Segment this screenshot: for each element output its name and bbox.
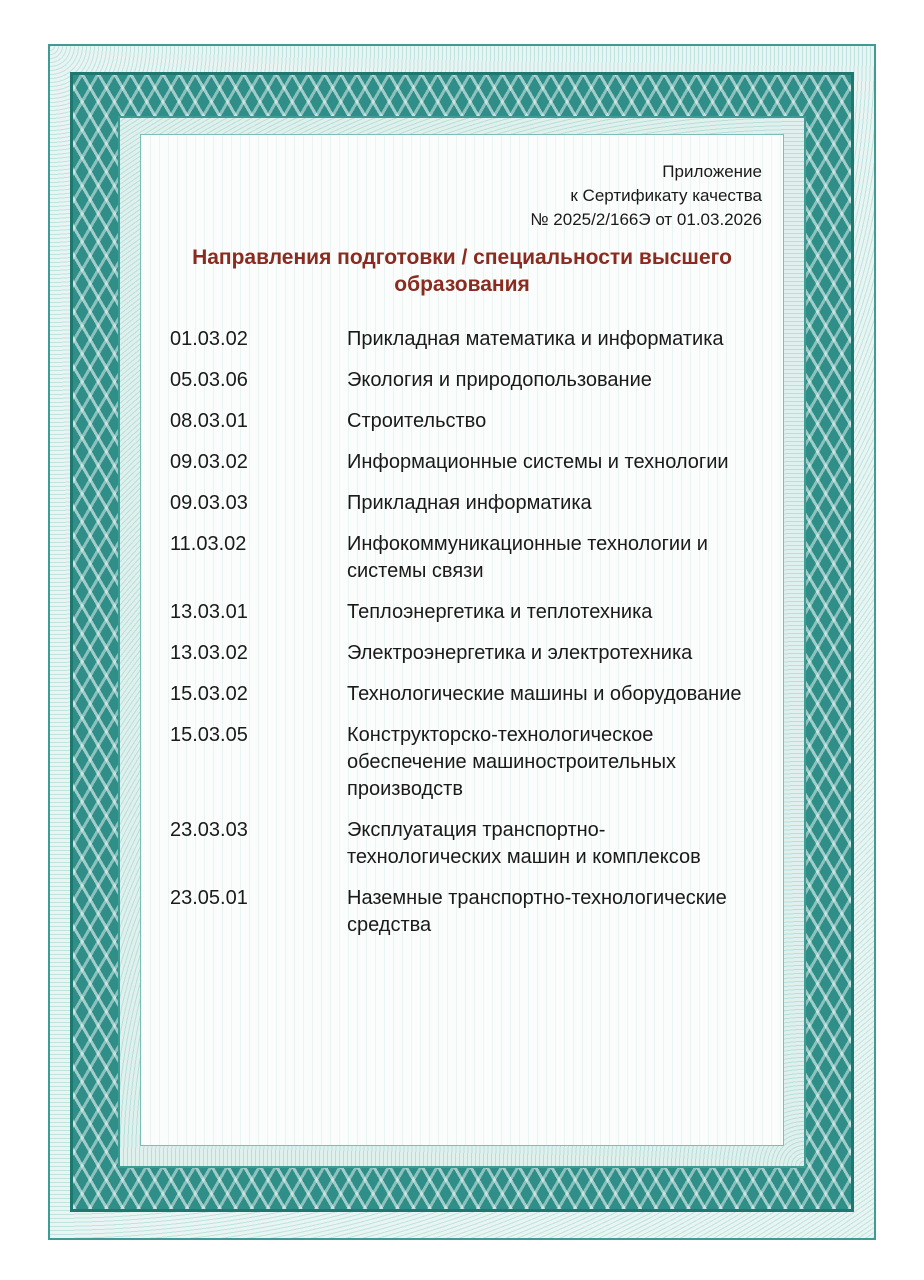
specialties-list <box>170 326 770 953</box>
list-item <box>170 367 770 394</box>
specialty-name: Технологические машины и оборудование <box>347 683 742 705</box>
certificate-number: № 2025/2/166Э от 01.03.2026 <box>530 210 762 229</box>
list-item <box>170 722 770 803</box>
specialty-code: 05.03.06 <box>170 369 248 391</box>
specialty-code: 23.05.01 <box>170 887 248 909</box>
specialty-code: 15.03.05 <box>170 724 248 746</box>
page-title <box>140 244 784 298</box>
appendix-reference: к Сертификату качества <box>570 186 762 205</box>
specialty-name: Теплоэнергетика и теплотехника <box>347 601 653 623</box>
list-item <box>170 531 770 585</box>
specialty-name: Эксплуатация транспортно-технологических машин и комплексов <box>347 819 701 868</box>
specialty-code: 09.03.03 <box>170 492 248 514</box>
list-item <box>170 681 770 708</box>
appendix-header <box>530 160 762 232</box>
specialty-code: 08.03.01 <box>170 410 248 432</box>
specialty-code: 13.03.01 <box>170 601 248 623</box>
list-item <box>170 640 770 667</box>
specialty-name: Электроэнергетика и электротехника <box>347 642 693 664</box>
specialty-code: 01.03.02 <box>170 328 248 350</box>
specialty-name: Прикладная информатика <box>347 492 592 514</box>
specialty-name: Инфокоммуникационные технологии и системы связи <box>347 533 708 582</box>
specialty-name: Строительство <box>347 410 487 432</box>
list-item <box>170 885 770 939</box>
list-item <box>170 449 770 476</box>
specialty-name: Экология и природопользование <box>347 369 652 391</box>
title-line-1: Направления подготовки / специальности высшего <box>192 246 732 269</box>
list-item <box>170 408 770 435</box>
specialty-name: Конструкторско-технологическое обеспечение машиностроительных производств <box>347 724 676 800</box>
specialty-code: 13.03.02 <box>170 642 248 664</box>
specialty-name: Наземные транспортно-технологические средства <box>347 887 727 936</box>
list-item <box>170 599 770 626</box>
appendix-label: Приложение <box>662 162 762 181</box>
list-item <box>170 490 770 517</box>
title-line-2: образования <box>394 273 530 296</box>
specialty-code: 09.03.02 <box>170 451 248 473</box>
specialty-name: Прикладная математика и информатика <box>347 328 724 350</box>
list-item <box>170 326 770 353</box>
specialty-code: 23.03.03 <box>170 819 248 841</box>
specialty-code: 15.03.02 <box>170 683 248 705</box>
specialty-name: Информационные системы и технологии <box>347 451 729 473</box>
list-item <box>170 817 770 871</box>
specialty-code: 11.03.02 <box>170 533 247 555</box>
